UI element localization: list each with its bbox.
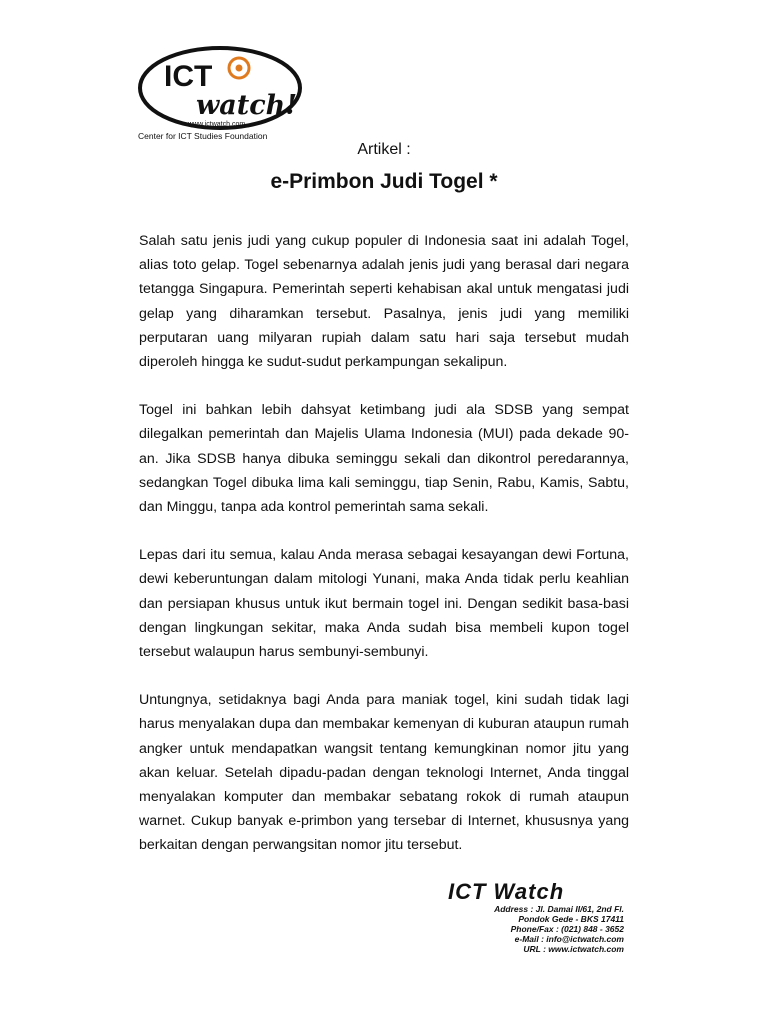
footer-brand: ICT Watch [448,879,565,904]
logo-url-text: www.ictwatch.com [188,121,246,128]
article-title: e-Primbon Judi Togel * [270,170,498,193]
logo-graphic [136,42,316,150]
footer-contact-block [440,880,624,956]
ict-watch-logo [136,42,316,150]
footer-address-lines [440,904,624,954]
article-body [139,229,629,882]
logo-ict-text: ICT [164,60,213,93]
footer-line: Phone/Fax : (021) 848 - 3652 [510,924,624,934]
footer-line: URL : www.ictwatch.com [523,944,624,954]
footer-line: Address : Jl. Damai II/61, 2nd Fl. [494,904,624,914]
paragraph: Togel ini bahkan lebih dahsyat ketimbang judi ala SDSB yang sempat dilegalkan pemerintah dan Majelis Ulama Indonesia (MUI) pada dekade 90-an. Jika SDSB hanya dibuka seminggu sekali dan dikontrol peredarannya, sedangkan Togel dibuka lima kali seminggu, tiap Senin, Rabu, Kamis, Sabtu, dan Minggu, tanpa ada kontrol pemerintah sama sekali. [139,402,629,516]
paragraph: Salah satu jenis judi yang cukup populer di Indonesia saat ini adalah Togel, alias toto gelap. Togel sebenarnya adalah jenis judi yang berasal dari negara tetangga Singapura. Pemerintah seperti kehabisan akal untuk mengatasi judi gelap yang diharamkan tersebut. Pasalnya, jenis judi yang memiliki perputaran uang milyaran rupiah dalam satu hari saja tersebut mudah diperoleh hingga ke sudut-sudut perkampungan sekalipun. [139,233,629,371]
logo-watch-text: watch! [196,90,298,121]
footer-line: Pondok Gede - BKS 17411 [518,914,624,924]
paragraph: Lepas dari itu semua, kalau Anda merasa sebagai kesayangan dewi Fortuna, dewi keberuntungan dalam mitologi Yunani, maka Anda tidak perlu keahlian dan persiapan khusus untuk ikut bermain togel ini. Dengan sedikit basa-basi dengan lingkungan sekitar, maka Anda sudah bisa membeli kupon togel tersebut walaupun harus sembunyi-sembunyi. [139,547,629,661]
article-label: Artikel : [357,141,411,158]
paragraph: Untungnya, setidaknya bagi Anda para maniak togel, kini sudah tidak lagi harus menyalakan dupa dan membakar kemenyan di kuburan ataupun rumah angker untuk mendapatkan wangsit tentang kemungkinan nomor jitu yang akan keluar. Setelah dipadu-padan dengan teknologi Internet, Anda tinggal menyalakan komputer dan membakar sebatang rokok di rumah ataupun warnet. Cukup banyak e-primbon yang tersebar di Internet, khususnya yang berkaitan dengan perwangsitan nomor jitu tersebut. [139,692,629,854]
logo-caption-text: Center for ICT Studies Foundation [138,131,268,141]
footer-line: e-Mail : info@ictwatch.com [514,934,624,944]
